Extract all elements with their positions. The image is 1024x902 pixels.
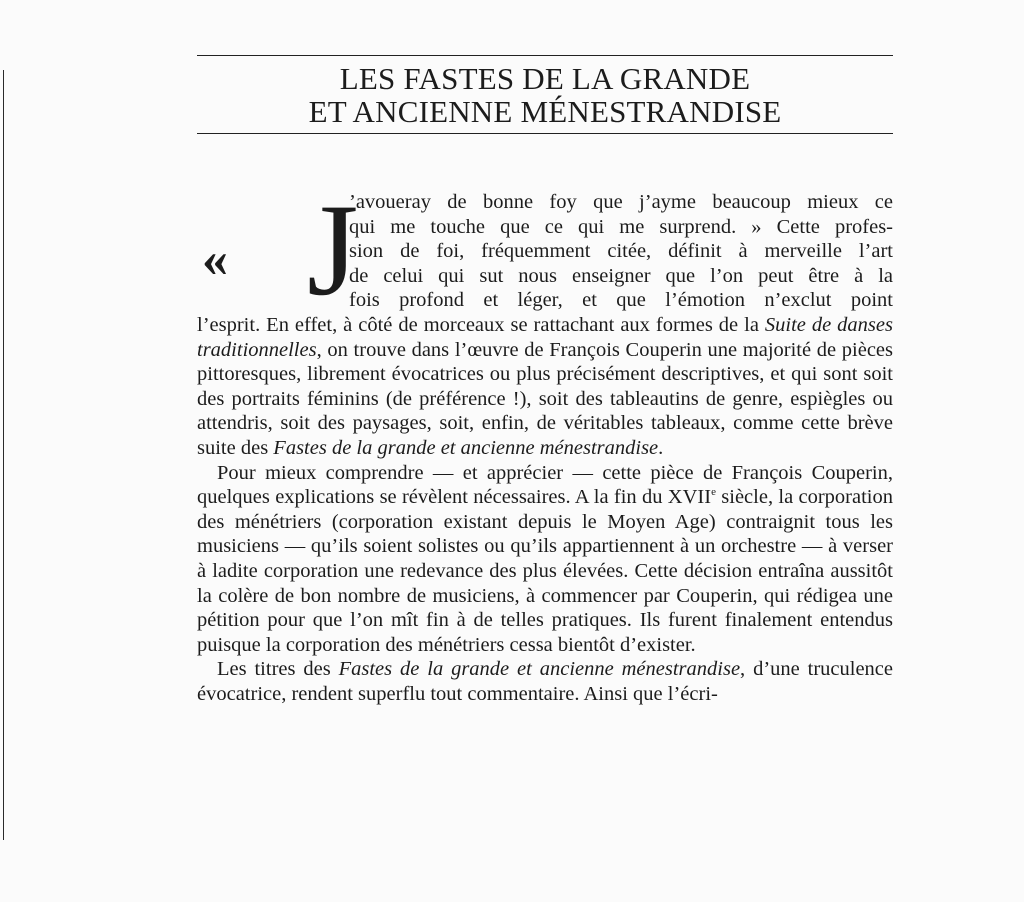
lead-line: sion de foi, fréquemment citée, définit à merveille l’art	[349, 240, 893, 263]
article	[197, 55, 893, 706]
paragraph-2	[197, 461, 893, 658]
article-body	[197, 176, 893, 706]
paragraph-1-text: l’esprit. En effet, à côté de morceaux se rattachant aux formes de la	[197, 313, 765, 336]
paragraph-2-text: siècle, la corporation des ménétriers (corporation existant depuis le Moyen Age) contraignit tous les musiciens — qu’ils soient solistes ou qu’ils appartiennent à un orchestre — à verser à ladite corporation une redevance des plus élevées. Cette décision entraîna aussitôt la colère de bon nombre de musiciens, à commencer par Couperin, qui rédigea une pétition pour que l’on mît fin à de telles pratiques. Ils furent finalement entendus puisque la corporation des ménétriers cessa bientôt d’exister.	[197, 486, 893, 656]
paragraph-2-text: Pour mieux comprendre — et apprécier — cette pièce de François Couperin, quelques explications se révèlent nécessaires. A la fin du XVII	[197, 461, 893, 509]
lead-line: qui me touche que ce qui me surprend. » Cette profes-	[349, 215, 893, 238]
scan-edge-line	[0, 70, 4, 840]
paragraph-1-text: .	[658, 436, 664, 459]
title-bottom-rule	[197, 133, 893, 134]
superscript-e: e	[711, 486, 716, 499]
lead-line: ’avoueray de bonne foy que j’ayme beaucoup mieux ce	[349, 191, 893, 213]
drop-cap: J	[307, 176, 359, 323]
paragraph-3-text: , d’une truculence évocatrice, rendent superflu tout commentaire. Ainsi que l’écri-	[197, 658, 893, 705]
paragraph-1-text: , on trouve dans l’œuvre de François Couperin une majorité de pièces pittoresques, librement évocatrices ou plus précisément descriptives, et qui sont soit des portraits féminins (de préférence !), soit des tableautins de genre, espiègles ou attendris, soit des paysages, soit, enfin, de véritables tableaux, comme cette brève suite des	[197, 338, 893, 459]
italic-title-suite: Suite de danses traditionnelles	[197, 313, 893, 361]
paragraph-3	[197, 657, 893, 706]
article-title	[197, 56, 893, 133]
paragraph-3-text: Les titres des	[217, 658, 339, 681]
lead-line: fois profond et léger, et que l’émotion n’exclut point	[349, 289, 893, 312]
paragraph-1	[197, 190, 893, 461]
opening-quote-mark: «	[202, 231, 228, 288]
title-line-2: ET ANCIENNE MÉNESTRANDISE	[308, 94, 782, 129]
drop-cap-lines	[349, 190, 893, 313]
italic-title-fastes: Fastes de la grande et ancienne ménestrandise	[273, 436, 659, 459]
lead-line: de celui qui sut nous enseigner que l’on peut être à la	[349, 264, 893, 287]
title-line-1: LES FASTES DE LA GRANDE	[339, 61, 751, 96]
italic-title-fastes: Fastes de la grande et ancienne ménestrandise	[338, 658, 741, 681]
